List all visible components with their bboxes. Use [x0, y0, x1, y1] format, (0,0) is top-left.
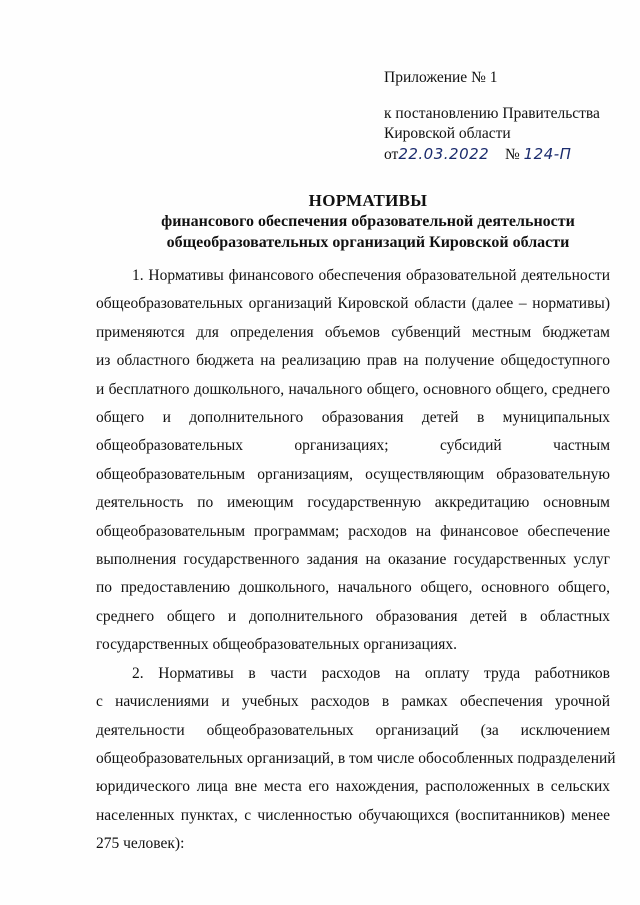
paragraph-1 — [96, 262, 610, 660]
paragraph-line: среднего общего и дополнительного образования детей в областных — [96, 607, 610, 625]
paragraph-line: 2. Нормативы в части расходов на оплату труда работников — [132, 664, 610, 682]
paragraph-line: общеобразовательным организациям, осуществляющим образовательную — [96, 465, 610, 483]
paragraph-line: общеобразовательных организаций, в том числе обособленных подразделений — [96, 749, 616, 767]
annex-number-prefix: № — [504, 146, 520, 163]
annex-block — [384, 68, 624, 165]
paragraph-line: деятельность по имеющим государственную аккредитацию основным — [96, 494, 610, 512]
heading-sub-2: общеобразовательных организаций Кировской области — [166, 234, 570, 251]
annex-date-handwritten: 22.03.2022 — [398, 145, 490, 163]
annex-date-line — [384, 144, 624, 165]
annex-number-handwritten: 124-П — [523, 145, 572, 163]
document-body — [96, 262, 616, 859]
annex-date-prefix: от — [384, 146, 399, 163]
paragraph-line: применяются для определения объемов субвенций местным бюджетам — [96, 323, 610, 341]
paragraph-line: выполнения государственного задания на оказание государственных услуг — [96, 551, 610, 569]
annex-title: Приложение № 1 — [384, 69, 498, 86]
paragraph-line: юридического лица вне места его нахождения, расположенных в сельских — [96, 778, 610, 796]
paragraph-line: из областного бюджета на реализацию прав на получение общедоступного — [96, 352, 610, 370]
paragraph-line: с начислениями и учебных расходов в рамках обеспечения урочной — [96, 693, 610, 711]
paragraph-line: общего и дополнительного образования детей в муниципальных — [96, 409, 610, 427]
heading-main: НОРМАТИВЫ — [308, 191, 428, 210]
paragraph-line: 275 человек): — [96, 835, 185, 853]
annex-line-2: Кировской области — [384, 125, 511, 142]
paragraph-line: населенных пунктах, с численностью обучающихся (воспитанников) менее — [96, 806, 610, 824]
paragraph-line: государственных общеобразовательных организациях. — [96, 636, 458, 654]
paragraph-line: общеобразовательных организаций Кировской области (далее – нормативы) — [96, 295, 610, 313]
paragraph-line: общеобразовательным программам; расходов на финансовое обеспечение — [96, 522, 610, 540]
paragraph-line: по предоставлению дошкольного, начального общего, основного общего, — [96, 579, 610, 597]
paragraph-line: общеобразовательных организациях; субсидий частным — [96, 437, 610, 455]
annex-line-1: к постановлению Правительства — [384, 105, 600, 122]
paragraph-line: и бесплатного дошкольного, начального общего, основного общего, среднего — [96, 380, 610, 398]
paragraph-2 — [96, 660, 616, 859]
document-heading — [96, 190, 640, 253]
heading-sub-1: финансового обеспечения образовательной деятельности — [161, 213, 575, 230]
paragraph-line: деятельности общеобразовательных организаций (за исключением — [96, 721, 610, 739]
paragraph-line: 1. Нормативы финансового обеспечения образовательной деятельности — [132, 267, 610, 284]
